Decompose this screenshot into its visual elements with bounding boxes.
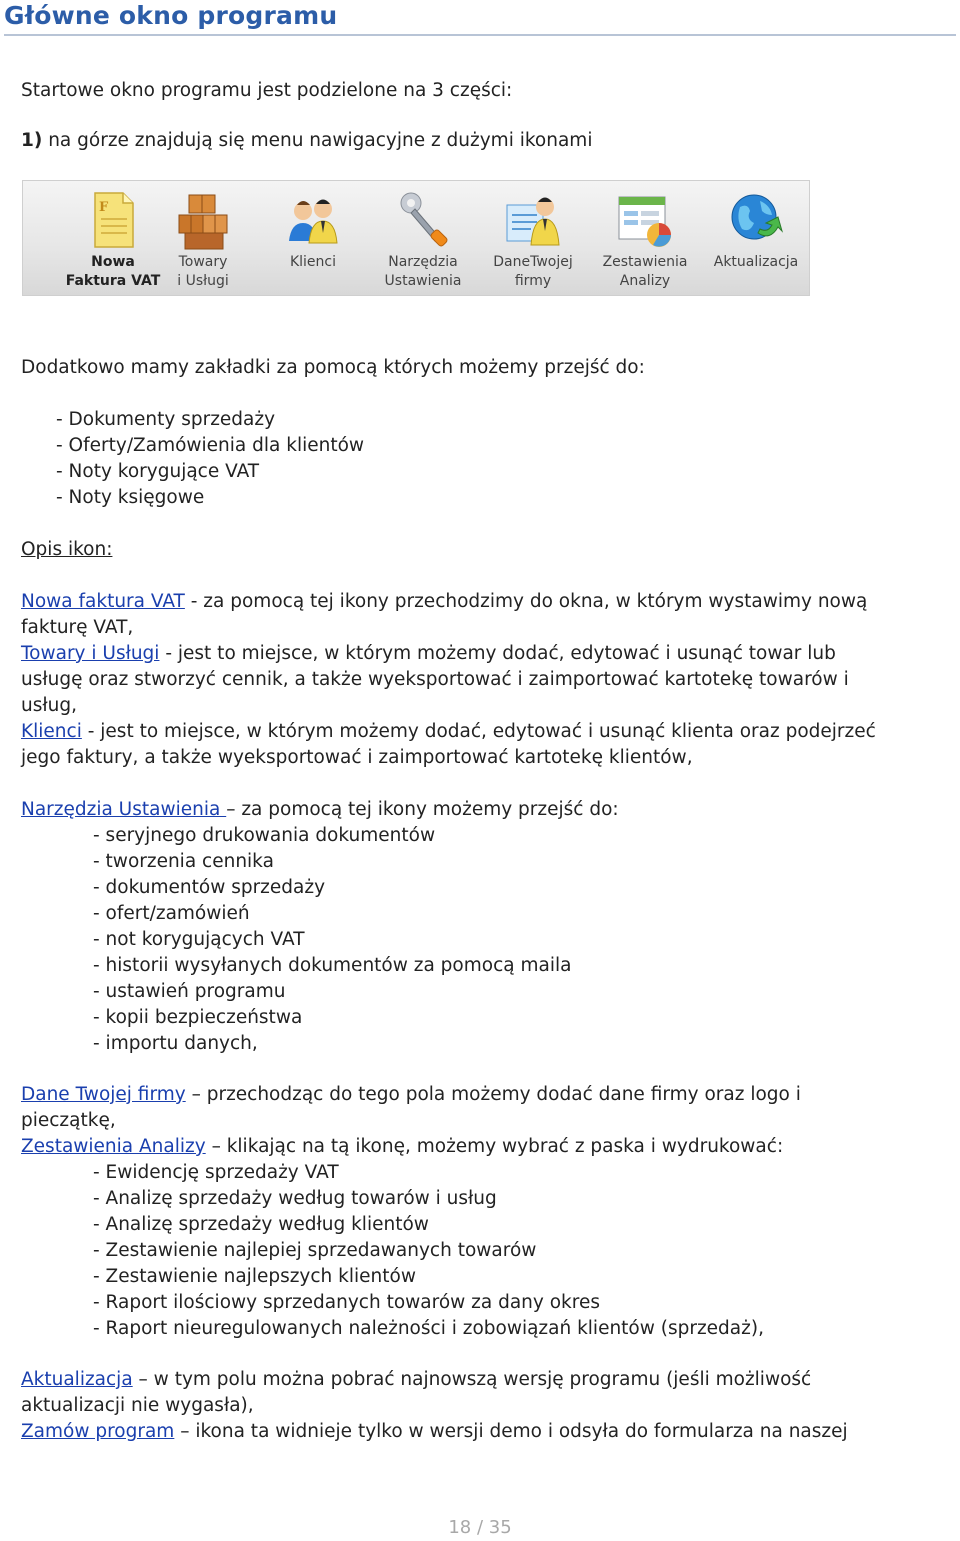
section-heading	[4, 0, 956, 36]
link-new-invoice[interactable]: Nowa faktura VAT	[21, 591, 185, 612]
list-item: - dokumentów sprzedaży	[93, 877, 326, 898]
desc-tools: Narzędzia Ustawienia – za pomocą tej ikony możemy przejść do:	[21, 799, 619, 820]
globe-update-icon	[726, 189, 786, 251]
desc-clients	[21, 719, 876, 745]
list-item: - importu danych,	[93, 1033, 258, 1054]
list-item: - seryjnego drukowania dokumentów	[93, 825, 436, 846]
report-chart-icon	[615, 189, 675, 251]
toolbar-button-clients[interactable]	[258, 189, 368, 293]
list-item: - ofert/zamówień	[93, 903, 250, 924]
tab-item: - Noty korygujące VAT	[56, 461, 260, 482]
wrench-icon	[393, 189, 453, 251]
business-card-icon	[503, 189, 563, 251]
toolbar-label: Narzędzia Ustawienia	[384, 254, 462, 289]
desc-text: – w tym polu można pobrać najnowszą wersję programu (jeśli możliwość	[132, 1369, 812, 1390]
tab-item: - Dokumenty sprzedaży	[56, 409, 276, 430]
desc-text: - jest to miejsce, w którym możemy dodać, edytować i usunąć klienta oraz podejrzeć	[81, 721, 876, 742]
tab-item: - Noty księgowe	[56, 487, 205, 508]
toolbar-label: Aktualizacja	[713, 254, 799, 270]
page-title: Główne okno programu	[4, 1, 338, 30]
desc-text: – ikona ta widnieje tylko w wersji demo i odsyła do formularza na naszej	[174, 1421, 848, 1442]
list-item: - historii wysyłanych dokumentów za pomocą maila	[93, 955, 572, 976]
link-products[interactable]: Towary i Usługi	[21, 643, 160, 664]
desc-text: usługę oraz stworzyć cennik, a także wyeksportować i zaimportować kartotekę towarów i	[21, 669, 849, 690]
desc-company	[21, 1082, 801, 1108]
boxes-icon	[173, 189, 233, 251]
list-item: - tworzenia cennika	[93, 851, 274, 872]
navigation-toolbar	[22, 180, 810, 296]
desc-text: fakturę VAT,	[21, 617, 134, 638]
tab-item: - Oferty/Zamówienia dla klientów	[56, 435, 365, 456]
desc-text: za pomocą tej ikony możemy przejść do:	[235, 799, 619, 820]
desc-text: - jest to miejsce, w którym możemy dodać, edytować i usunąć towar lub	[159, 643, 836, 664]
list-item: - Ewidencję sprzedaży VAT	[93, 1162, 339, 1183]
desc-text: – przechodząc do tego pola możemy dodać dane firmy oraz logo i	[185, 1084, 801, 1105]
clients-icon	[283, 189, 343, 251]
desc-products	[21, 641, 836, 667]
list-item: - not korygujących VAT	[93, 929, 305, 950]
desc-order	[21, 1419, 848, 1445]
toolbar-label: DaneTwojej firmy	[493, 254, 573, 289]
toolbar-label: Zestawienia Analizy	[602, 254, 688, 289]
toolbar-button-products[interactable]	[148, 189, 258, 293]
link-company-data[interactable]: Dane Twojej firmy	[21, 1084, 186, 1105]
desc-text: pieczątkę,	[21, 1110, 116, 1131]
desc-text: - za pomocą tej ikony przechodzimy do okna, w którym wystawimy nową	[184, 591, 868, 612]
point-1	[21, 128, 592, 154]
link-order-program[interactable]: Zamów program	[21, 1421, 175, 1442]
invoice-document-icon	[83, 189, 143, 251]
desc-new-invoice	[21, 589, 867, 615]
desc-text: usług,	[21, 695, 77, 716]
point-1-text: na górze znajdują się menu nawigacyjne z dużymi ikonami	[42, 130, 593, 151]
link-tools-settings[interactable]: Narzędzia Ustawienia	[21, 799, 227, 820]
point-1-number: 1)	[21, 130, 43, 151]
desc-reports	[21, 1134, 783, 1160]
link-reports[interactable]: Zestawienia Analizy	[21, 1136, 206, 1157]
toolbar-button-tools-settings[interactable]	[368, 189, 478, 293]
list-item: - Analizę sprzedaży według towarów i usług	[93, 1188, 497, 1209]
toolbar-button-reports[interactable]	[590, 189, 700, 293]
toolbar-label: Nowa Faktura VAT	[65, 254, 161, 289]
svg-text:F: F	[99, 200, 109, 215]
link-clients[interactable]: Klienci	[21, 721, 82, 742]
desc-text: aktualizacji nie wygasła),	[21, 1395, 254, 1416]
toolbar-label: Klienci	[289, 254, 337, 270]
link-update[interactable]: Aktualizacja	[21, 1369, 133, 1390]
tabs-intro: Dodatkowo mamy zakładki za pomocą których możemy przejść do:	[21, 357, 645, 378]
list-item: - Zestawienie najlepszych klientów	[93, 1266, 416, 1287]
list-item: - Raport nieuregulowanych należności i zobowiązań klientów (sprzedaż),	[93, 1318, 764, 1339]
list-item: - Analizę sprzedaży według klientów	[93, 1214, 429, 1235]
list-item: - ustawień programu	[93, 981, 286, 1002]
list-item: - kopii bezpieczeństwa	[93, 1007, 303, 1028]
intro-paragraph: Startowe okno programu jest podzielone na 3 części:	[21, 80, 513, 101]
list-item: - Raport ilościowy sprzedanych towarów za dany okres	[93, 1292, 600, 1313]
page-number: 18 / 35	[448, 1517, 512, 1538]
toolbar-label: Towary i Usługi	[177, 254, 229, 289]
list-item: - Zestawienie najlepiej sprzedawanych towarów	[93, 1240, 537, 1261]
desc-text: jego faktury, a także wyeksportować i zaimportować kartotekę klientów,	[21, 747, 693, 768]
toolbar-button-company-data[interactable]	[478, 189, 588, 293]
desc-text: – klikając na tą ikonę, możemy wybrać z paska i wydrukować:	[205, 1136, 784, 1157]
icons-description-title: Opis ikon:	[21, 539, 113, 560]
desc-update	[21, 1367, 811, 1393]
toolbar-button-update[interactable]	[701, 189, 811, 293]
